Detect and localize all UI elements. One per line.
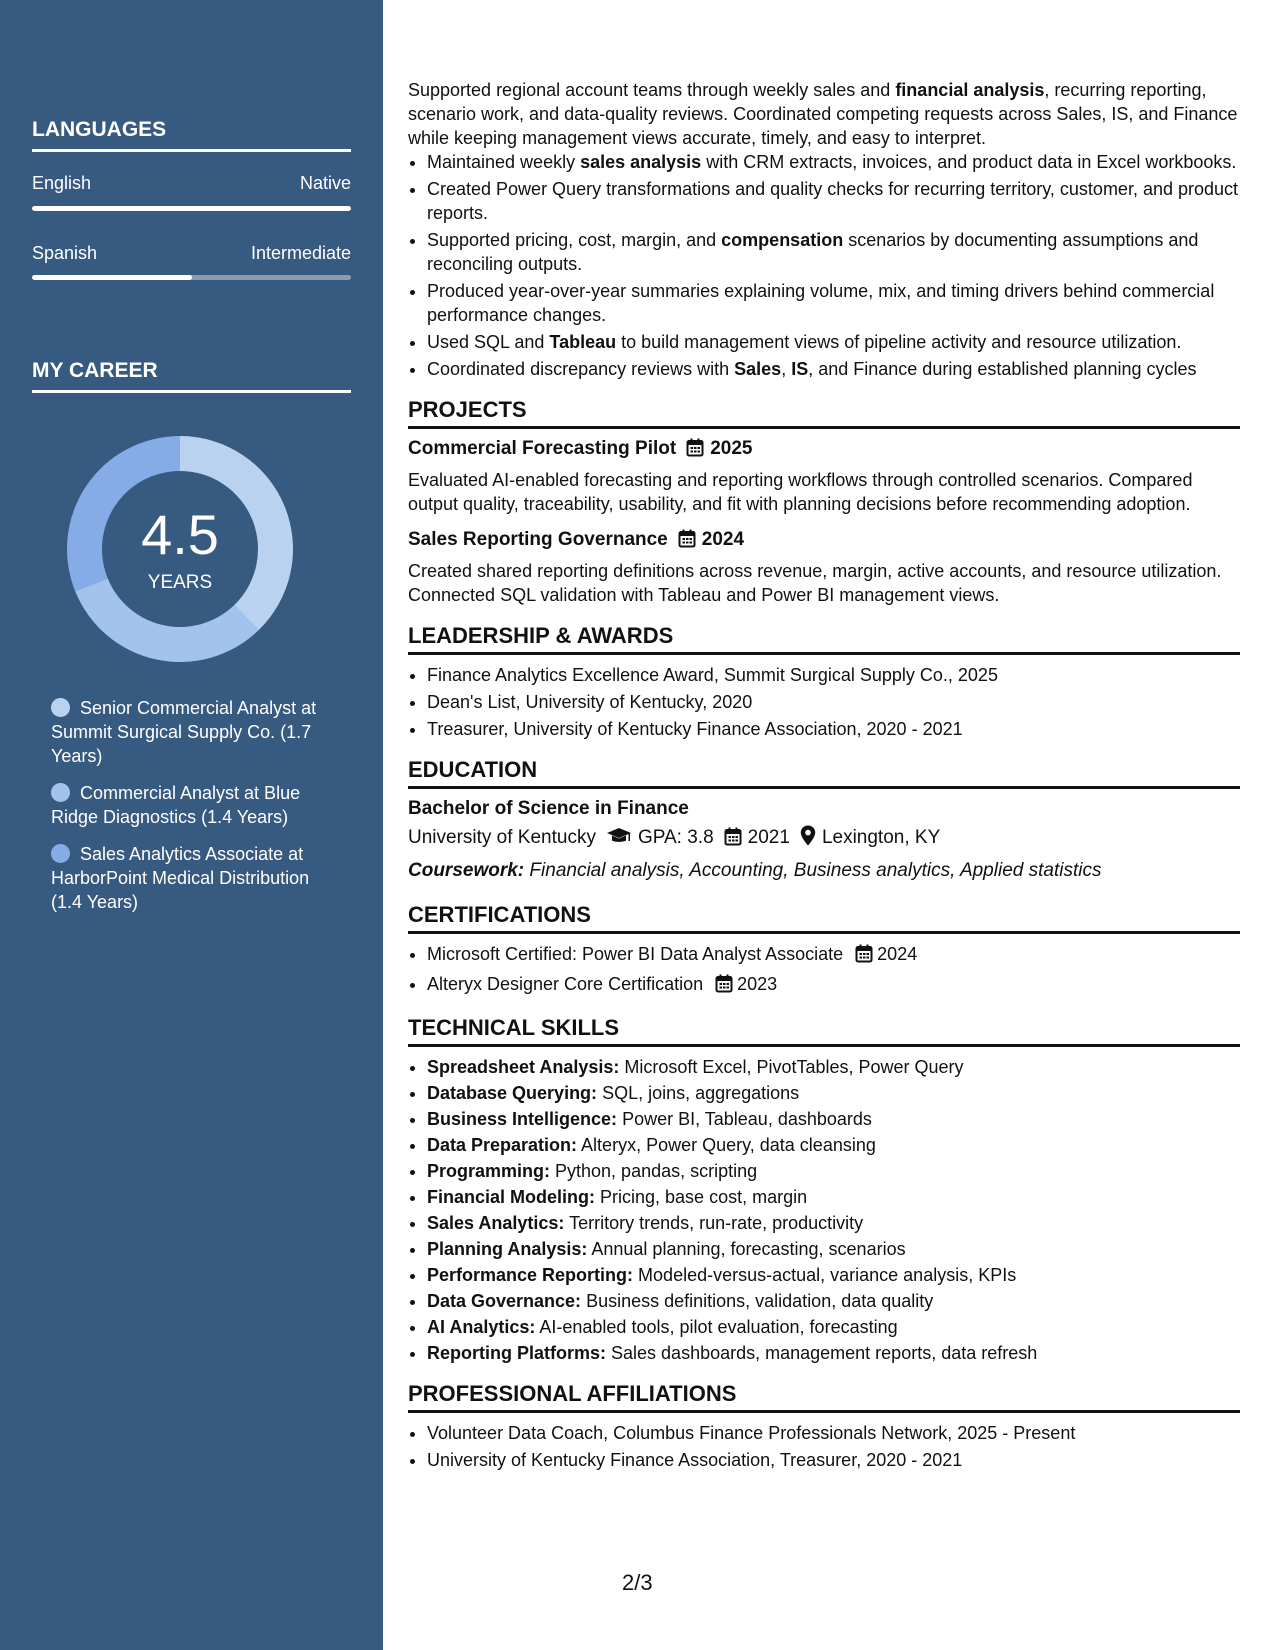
language-bar-english bbox=[32, 206, 351, 211]
text-run: Created Power Query transformations and quality checks for recurring territory, customer, and product reports. bbox=[427, 179, 1239, 223]
career-title: MY CAREER bbox=[32, 359, 351, 393]
leadership-item: • Finance Analytics Excellence Award, Summit Surgical Supply Co., 2025 bbox=[427, 663, 1240, 687]
skill-value: Pricing, base cost, margin bbox=[595, 1187, 808, 1207]
career-dot bbox=[51, 698, 70, 717]
career-item bbox=[51, 842, 341, 914]
career-label: Senior Commercial Analyst at Summit Surgical Supply Co. (1.7 Years) bbox=[51, 698, 317, 766]
leadership-heading: LEADERSHIP & AWARDS bbox=[408, 624, 1240, 655]
language-bar-fill bbox=[32, 275, 192, 280]
emphasis-text: compensation bbox=[721, 230, 844, 250]
leadership-item: • Treasurer, University of Kentucky Finance Association, 2020 - 2021 bbox=[427, 717, 1240, 741]
skill-label: Programming: bbox=[427, 1161, 551, 1181]
map-pin-icon bbox=[800, 825, 816, 853]
text-run: Produced year-over-year summaries explaining volume, mix, and timing drivers behind commercial performance changes. bbox=[427, 281, 1215, 325]
emphasis-text: Sales bbox=[734, 359, 782, 379]
experience-bullet bbox=[427, 330, 1240, 354]
certification-item bbox=[427, 942, 1240, 969]
experience-bullet bbox=[427, 150, 1240, 174]
certification-item bbox=[427, 972, 1240, 999]
skill-label: Planning Analysis: bbox=[427, 1239, 588, 1259]
coursework bbox=[408, 859, 1240, 883]
text-run: Used SQL and bbox=[427, 332, 550, 352]
language-bar-spanish bbox=[32, 275, 351, 280]
experience-bullet bbox=[427, 228, 1240, 276]
text-run: , recurring reporting, scenario work, and data-quality reviews. Coordinated competing requests across Sales, IS, and Finance while keeping management views accurate, timely, and easy to interpret. bbox=[408, 80, 1238, 148]
career-donut-chart bbox=[67, 436, 293, 662]
emphasis-text: Tableau bbox=[549, 332, 617, 352]
skill-value: Territory trends, run-rate, productivity bbox=[564, 1213, 864, 1233]
experience-bullets bbox=[408, 150, 1240, 381]
skill-label: Data Governance: bbox=[427, 1291, 582, 1311]
experience-bullet bbox=[427, 177, 1240, 225]
skills-list bbox=[408, 1055, 1240, 1365]
text-run: with CRM extracts, invoices, and product data in Excel workbooks. bbox=[701, 152, 1237, 172]
affiliation-item: • Volunteer Data Coach, Columbus Finance Professionals Network, 2025 - Present bbox=[427, 1421, 1240, 1445]
education-location: Lexington, KY bbox=[821, 827, 941, 848]
career-label: Sales Analytics Associate at HarborPoint Medical Distribution (1.4 Years) bbox=[51, 844, 310, 912]
career-item bbox=[51, 696, 341, 768]
sidebar bbox=[0, 0, 383, 1650]
language-name: English bbox=[32, 173, 92, 193]
project-description: Evaluated AI-enabled forecasting and reporting workflows through controlled scenarios. Compared output quality, traceability, usability, and fit with planning decisions before recommending adoption. bbox=[408, 470, 1193, 514]
education-year: 2021 bbox=[747, 827, 790, 848]
calendar-icon bbox=[678, 529, 696, 555]
skill-label: AI Analytics: bbox=[427, 1317, 536, 1337]
affiliations-list bbox=[408, 1421, 1240, 1472]
languages-title: LANGUAGES bbox=[32, 118, 351, 152]
skill-value: AI-enabled tools, pilot evaluation, forecasting bbox=[535, 1317, 898, 1337]
skill-item bbox=[427, 1263, 1240, 1287]
skill-value: Alteryx, Power Query, data cleansing bbox=[577, 1135, 876, 1155]
skill-item bbox=[427, 1081, 1240, 1105]
calendar-icon bbox=[724, 827, 742, 853]
calendar-icon bbox=[686, 438, 704, 464]
projects-heading: PROJECTS bbox=[408, 398, 1240, 429]
skill-value: SQL, joins, aggregations bbox=[597, 1083, 800, 1103]
project-year: 2024 bbox=[701, 529, 745, 550]
leadership-item: • Dean's List, University of Kentucky, 2020 bbox=[427, 690, 1240, 714]
skill-label: Financial Modeling: bbox=[427, 1187, 596, 1207]
skill-item bbox=[427, 1315, 1240, 1339]
skill-label: Database Querying: bbox=[427, 1083, 598, 1103]
skill-item bbox=[427, 1055, 1240, 1079]
career-label: Commercial Analyst at Blue Ridge Diagnostics (1.4 Years) bbox=[51, 783, 301, 827]
skill-item bbox=[427, 1185, 1240, 1209]
coursework-label: Coursework: bbox=[408, 860, 525, 881]
skill-value: Microsoft Excel, PivotTables, Power Query bbox=[619, 1057, 964, 1077]
skill-value: Python, pandas, scripting bbox=[550, 1161, 758, 1181]
leadership-list bbox=[408, 663, 1240, 741]
emphasis-text: sales analysis bbox=[580, 152, 702, 172]
skill-item bbox=[427, 1237, 1240, 1261]
language-row-english bbox=[32, 173, 351, 194]
skill-label: Performance Reporting: bbox=[427, 1265, 634, 1285]
graduation-cap-icon bbox=[606, 827, 632, 853]
calendar-icon bbox=[855, 944, 873, 969]
language-row-spanish bbox=[32, 243, 351, 264]
language-level: Native bbox=[299, 173, 351, 193]
project-description: Created shared reporting definitions across revenue, margin, active accounts, and resource utilization. Connected SQL validation with Tableau and Power BI management views. bbox=[408, 561, 1222, 605]
skill-label: Spreadsheet Analysis: bbox=[427, 1057, 620, 1077]
skill-item bbox=[427, 1159, 1240, 1183]
career-item bbox=[51, 781, 341, 829]
text-run: Supported pricing, cost, margin, and bbox=[427, 230, 722, 250]
skill-value: Business definitions, validation, data quality bbox=[581, 1291, 934, 1311]
emphasis-text: financial analysis bbox=[895, 80, 1045, 100]
project-title bbox=[408, 528, 1240, 555]
career-unit: YEARS bbox=[147, 572, 213, 593]
certification-name: Alteryx Designer Core Certification bbox=[427, 974, 704, 994]
skill-item bbox=[427, 1289, 1240, 1313]
skill-label: Reporting Platforms: bbox=[427, 1343, 607, 1363]
calendar-icon bbox=[715, 974, 733, 999]
career-dot bbox=[51, 783, 70, 802]
main-content bbox=[408, 78, 1240, 1475]
affiliations-heading: PROFESSIONAL AFFILIATIONS bbox=[408, 1382, 1240, 1413]
page-number: 2/3 bbox=[622, 1570, 653, 1595]
certifications-heading: CERTIFICATIONS bbox=[408, 903, 1240, 934]
language-bar-fill bbox=[32, 206, 351, 211]
gpa: GPA: 3.8 bbox=[637, 827, 714, 848]
project-title bbox=[408, 437, 1240, 464]
degree: Bachelor of Science in Finance bbox=[408, 798, 689, 819]
career-list bbox=[51, 696, 341, 927]
language-name: Spanish bbox=[32, 243, 98, 263]
skill-value: Sales dashboards, management reports, data refresh bbox=[606, 1343, 1038, 1363]
skill-label: Data Preparation: bbox=[427, 1135, 578, 1155]
career-dot bbox=[51, 844, 70, 863]
experience-summary bbox=[408, 78, 1240, 150]
coursework-list: Financial analysis, Accounting, Business analytics, Applied statistics bbox=[524, 860, 1102, 881]
project-name: Commercial Forecasting Pilot bbox=[408, 438, 677, 459]
text-run: , and Finance during established planning cycles bbox=[808, 359, 1197, 379]
skills-heading: TECHNICAL SKILLS bbox=[408, 1016, 1240, 1047]
education-heading: EDUCATION bbox=[408, 758, 1240, 789]
skill-label: Sales Analytics: bbox=[427, 1213, 565, 1233]
skill-label: Business Intelligence: bbox=[427, 1109, 618, 1129]
experience-bullet bbox=[427, 279, 1240, 327]
text-run: Coordinated discrepancy reviews with bbox=[427, 359, 735, 379]
emphasis-text: IS bbox=[791, 359, 809, 379]
education-details bbox=[408, 825, 1240, 853]
certification-name: Microsoft Certified: Power BI Data Analyst Associate bbox=[427, 944, 844, 964]
skill-item bbox=[427, 1341, 1240, 1365]
text-run: scenarios by documenting assumptions and reconciling outputs. bbox=[427, 230, 1199, 274]
skill-value: Power BI, Tableau, dashboards bbox=[617, 1109, 872, 1129]
certification-year: 2023 bbox=[737, 974, 778, 994]
text-run: Supported regional account teams through weekly sales and bbox=[408, 80, 896, 100]
career-total: 4.5 bbox=[141, 503, 219, 566]
text-run: to build management views of pipeline activity and resource utilization. bbox=[616, 332, 1182, 352]
certification-year: 2024 bbox=[877, 944, 918, 964]
skill-value: Annual planning, forecasting, scenarios bbox=[587, 1239, 906, 1259]
text-run: , bbox=[781, 359, 792, 379]
skill-value: Modeled-versus-actual, variance analysis, KPIs bbox=[633, 1265, 1017, 1285]
experience-bullet bbox=[427, 357, 1240, 381]
affiliation-item: • University of Kentucky Finance Association, Treasurer, 2020 - 2021 bbox=[427, 1448, 1240, 1472]
project-year: 2025 bbox=[710, 438, 753, 459]
school: University of Kentucky bbox=[408, 827, 596, 848]
skill-item bbox=[427, 1211, 1240, 1235]
text-run: Maintained weekly bbox=[427, 152, 581, 172]
project-name: Sales Reporting Governance bbox=[408, 529, 668, 550]
skill-item bbox=[427, 1133, 1240, 1157]
skill-item bbox=[427, 1107, 1240, 1131]
language-level: Intermediate bbox=[250, 243, 351, 263]
certifications-list bbox=[408, 942, 1240, 999]
